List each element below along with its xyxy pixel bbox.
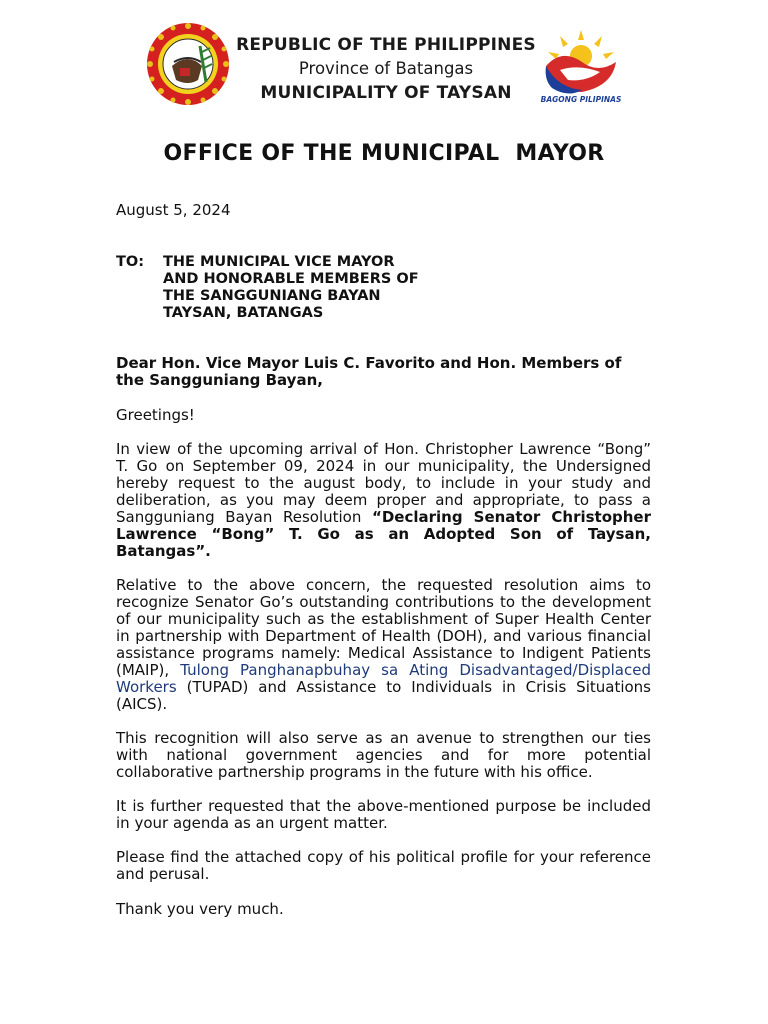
bagong-pilipinas-text: BAGONG PILIPINAS bbox=[540, 95, 622, 104]
letterhead-republic: REPUBLIC OF THE PHILIPPINES bbox=[236, 35, 536, 55]
closing: Thank you very much. bbox=[116, 900, 284, 918]
addressee-line: THE MUNICIPAL VICE MAYOR bbox=[163, 254, 395, 270]
paragraph-concern-text-a: Relative to the above concern, the requested resolution aims to recognize Senator Go’s outstanding contributions to the development of our municipality such as the establishment of Super Health Center in partnership with Department of Health (DOH), and various financial assistance programs namely: Medical Assistance to Indigent Patients (MAIP), bbox=[116, 576, 651, 679]
tupad-program-name: Tulong Panghanapbuhay sa Ating Disadvantaged/Displaced Workers bbox=[116, 661, 651, 696]
letterhead-province: Province of Batangas bbox=[298, 59, 474, 78]
bagong-pilipinas-logo bbox=[538, 26, 624, 106]
addressee-line: AND HONORABLE MEMBERS OF bbox=[163, 271, 419, 287]
addressee-lines bbox=[163, 254, 419, 322]
salutation: Dear Hon. Vice Mayor Luis C. Favorito and Hon. Members of the Sangguniang Bayan, bbox=[116, 354, 622, 389]
paragraph-request bbox=[116, 441, 651, 560]
to-label: TO: bbox=[116, 254, 145, 270]
resolution-title: “Declaring Senator Christopher Lawrence “Bong” T. Go as an Adopted Son of Taysan, Batangas”. bbox=[116, 508, 652, 560]
letterhead-municipality: MUNICIPALITY OF TAYSAN bbox=[260, 83, 512, 103]
municipal-seal-logo bbox=[146, 22, 230, 106]
paragraph-attachment: Please find the attached copy of his political profile for your reference and perusal. bbox=[116, 848, 651, 883]
paragraph-concern bbox=[116, 577, 651, 713]
letter-date: August 5, 2024 bbox=[116, 201, 231, 219]
paragraph-agenda: It is further requested that the above-mentioned purpose be included in your agenda as an urgent matter. bbox=[116, 797, 651, 832]
paragraph-concern-text-b: (TUPAD) and Assistance to Individuals in Crisis Situations (AICS). bbox=[116, 678, 651, 713]
paragraph-request-text: In view of the upcoming arrival of Hon. Christopher Lawrence “Bong” T. Go on September 09, 2024 in our municipality, the Undersigned hereby request to the august body, to include in your study and deliberation, as you may deem proper and appropriate, to pass a Sangguniang Bayan Resolution bbox=[116, 440, 651, 526]
paragraph-recognition: This recognition will also serve as an avenue to strengthen our ties with national government agencies and for more potential collaborative partnership programs in the future with his office. bbox=[116, 729, 651, 781]
addressee-line: TAYSAN, BATANGAS bbox=[163, 305, 324, 321]
office-title: OFFICE OF THE MUNICIPAL MAYOR bbox=[163, 141, 605, 166]
greeting: Greetings! bbox=[116, 406, 195, 424]
letterhead bbox=[236, 33, 536, 105]
addressee-line: THE SANGGUNIANG BAYAN bbox=[163, 288, 381, 304]
